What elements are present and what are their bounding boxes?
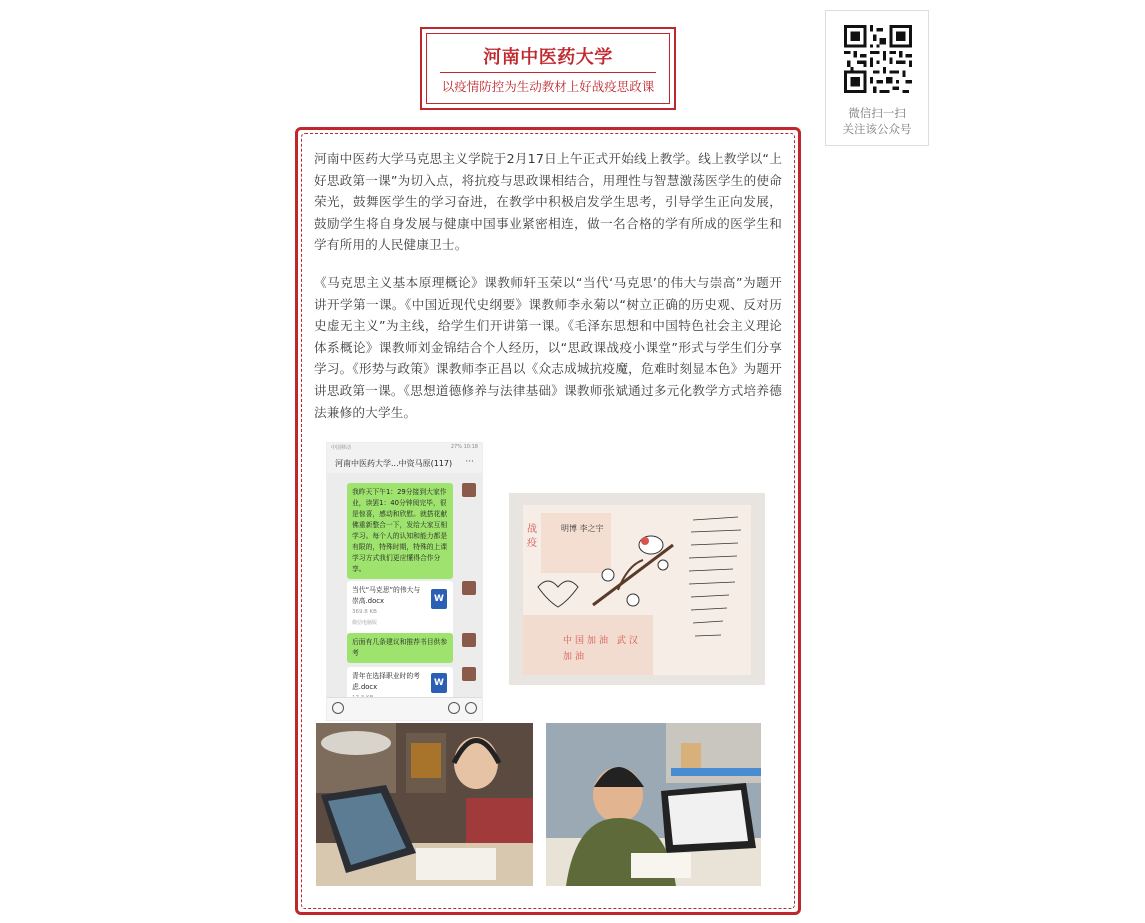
chat-header	[327, 443, 482, 473]
qr-code-panel[interactable]	[825, 10, 929, 146]
file-name: 当代“马克思”的伟大与崇高.docx	[352, 586, 421, 605]
card-heading-text: 明博 李之宇	[561, 524, 604, 533]
chat-input-bar	[327, 697, 482, 720]
avatar	[462, 667, 476, 681]
chat-message-green: 我昨天下午1：29分接到大家作业，读罢1：40分钟阅完毕，很是惊喜，感动和欣慰。就搭花献佛重新整合一下，发给大家互相学习。每个人的认知和能力都是有限的，特殊时期，特殊的上课学习方式我们更应懂得合作分享。	[347, 483, 453, 579]
header-divider	[440, 72, 656, 73]
teacher-online-class-photo	[316, 723, 533, 886]
word-doc-icon: W	[431, 589, 447, 609]
chat-message-green: 后面有几条建议和推荐书目供参考	[347, 633, 453, 663]
voice-icon	[332, 702, 344, 714]
file-name: 青年在选择职业时的考虑.docx	[352, 672, 420, 691]
wechat-chat-screenshot	[326, 442, 483, 721]
card-paper	[523, 505, 751, 675]
article-paragraph-2: 《马克思主义基本原理概论》课教师轩玉荣以“当代‘马克思’的伟大与崇高”为题开讲开学第一课。《中国近现代史纲要》课教师李永菊以“树立正确的历史观、反对历史虚无主义”为主线，给学生们开讲第一课。《毛泽东思想和中国特色社会主义理论体系概论》课教师刘金锦结合个人经历，以“思政课战疫小课堂”形式与学生们分享学习。《形势与政策》课教师李正昌以《众志成城抗疫魔，危难时刻显本色》为题开讲思政第一课。《思想道德修养与法律基础》课教师张斌通过多元化教学方式培养德法兼修的大学生。	[314, 275, 782, 420]
file-size: 369.8 KB	[352, 609, 377, 615]
article-paragraph-1: 河南中医药大学马克思主义学院于2月17日上午正式开始线上教学。线上教学以“上好思政第一课”为切入点，将抗疫与思政课相结合，用理性与智慧激荡医学生的使命荣光，鼓舞医学生的学习奋进，在教学中积极启发学生思考，引导学生正向发展，鼓励学生将自身发展与健康中国事业紧密相连，做一名合格的学有所成的医学生和学有所用的人民健康卫士。	[314, 151, 782, 253]
plus-icon	[465, 702, 477, 714]
article-header-box	[420, 27, 676, 110]
chat-file-message	[347, 581, 453, 635]
avatar	[462, 581, 476, 595]
student-photo-illustration	[546, 723, 761, 886]
chat-status-carrier: 中国移动	[331, 445, 352, 451]
qr-caption-scan: 微信扫一扫	[848, 106, 906, 120]
card-bottom-text: 中国加油 武汉加油	[563, 636, 641, 662]
handmade-card-photo	[509, 493, 765, 685]
card-side-text: 战疫	[527, 524, 537, 549]
qr-code-icon	[844, 25, 912, 93]
chat-more-icon: ···	[465, 457, 474, 467]
chat-status-time: 27% 10:18	[450, 444, 478, 450]
teacher-photo-illustration	[316, 723, 533, 886]
file-source: 微信电脑版	[352, 620, 378, 626]
chat-group-title: 河南中医药大学...中资马原(117)	[335, 459, 453, 468]
qr-caption-follow: 关注该公众号	[842, 122, 912, 136]
avatar	[462, 483, 476, 497]
emoji-icon	[448, 702, 460, 714]
header-subtitle: 以疫情防控为生动教材上好战疫思政课	[441, 79, 655, 94]
word-doc-icon: W	[431, 673, 447, 693]
student-online-class-photo	[546, 723, 761, 886]
chat-messages	[327, 473, 482, 698]
header-title: 河南中医药大学	[483, 47, 613, 68]
avatar	[462, 633, 476, 647]
